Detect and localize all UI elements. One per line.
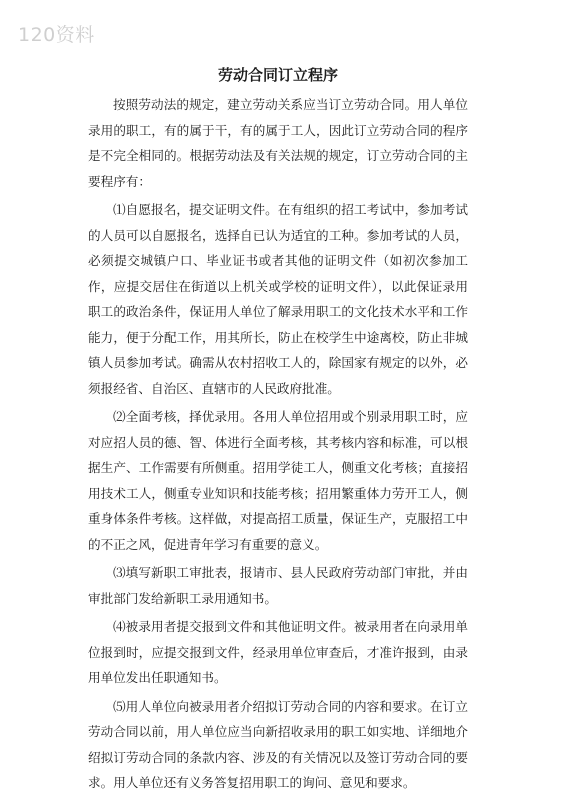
document-title: 劳动合同订立程序	[217, 66, 338, 84]
paragraph-step-4: ⑷被录用者提交报到文件和其他证明文件。被录用者在向录用单位报到时，应提交报到文件，经录用单位审查后，才准许报到，由录用单位发出任职通知书。	[88, 619, 468, 685]
watermark-logo: 120资料	[18, 24, 95, 46]
paragraph-step-2: ⑵全面考核，择优录用。各用人单位招用或个别录用职工时，应对应招人员的德、智、体进行全面考核，其考核内容和标准，可以根据生产、工作需要有所侧重。招用学徒工人，侧重文化考核；直接招用技术工人，侧重专业知识和技能考核；招用繁重体力劳开工人，侧重身体条件考核。这样做，对提高招工质量，保证生产，克服招工中的不正之风，促进青年学习有重要的意义。	[88, 409, 468, 552]
paragraph-intro: 按照劳动法的规定，建立劳动关系应当订立劳动合同。用人单位录用的职工，有的属于干，有的属于工人，因此订立劳动合同的程序是不完全相同的。根据劳动法及有关法规的规定，订立劳动合同的主要程序有：	[88, 97, 468, 189]
paragraph-step-5: ⑸用人单位向被录用者介绍拟订劳动合同的内容和要求。在订立劳动合同以前，用人单位应当向新招收录用的职工如实地、详细地介绍拟订劳动合同的条款内容、涉及的有关情况以及签订劳动合同的要求。用人单位还有义务答复招用职工的询问、意见和要求。	[88, 698, 468, 790]
paragraph-step-1: ⑴自愿报名，提交证明文件。在有组织的招工考试中，参加考试的人员可以自愿报名，选择自已认为适宜的工种。参加考试的人员，必须提交城镇户口、毕业证书或者其他的证明文件（如初次参加工作，应提交居住在街道以上机关或学校的证明文件），以此保证录用职工的政治条件，保证用人单位了解录用职工的文化技术水平和工作能力，便于分配工作，用其所长，防止在校学生中途离校，防止非城镇人员参加考试。确需从农村招收工人的，除国家有规定的以外，必须报经省、自治区、直辖市的人民政府批准。	[88, 202, 468, 396]
paragraph-step-3: ⑶填写新职工审批表，报请市、县人民政府劳动部门审批，并由审批部门发给新职工录用通知书。	[88, 565, 468, 606]
document-page	[88, 64, 468, 799]
